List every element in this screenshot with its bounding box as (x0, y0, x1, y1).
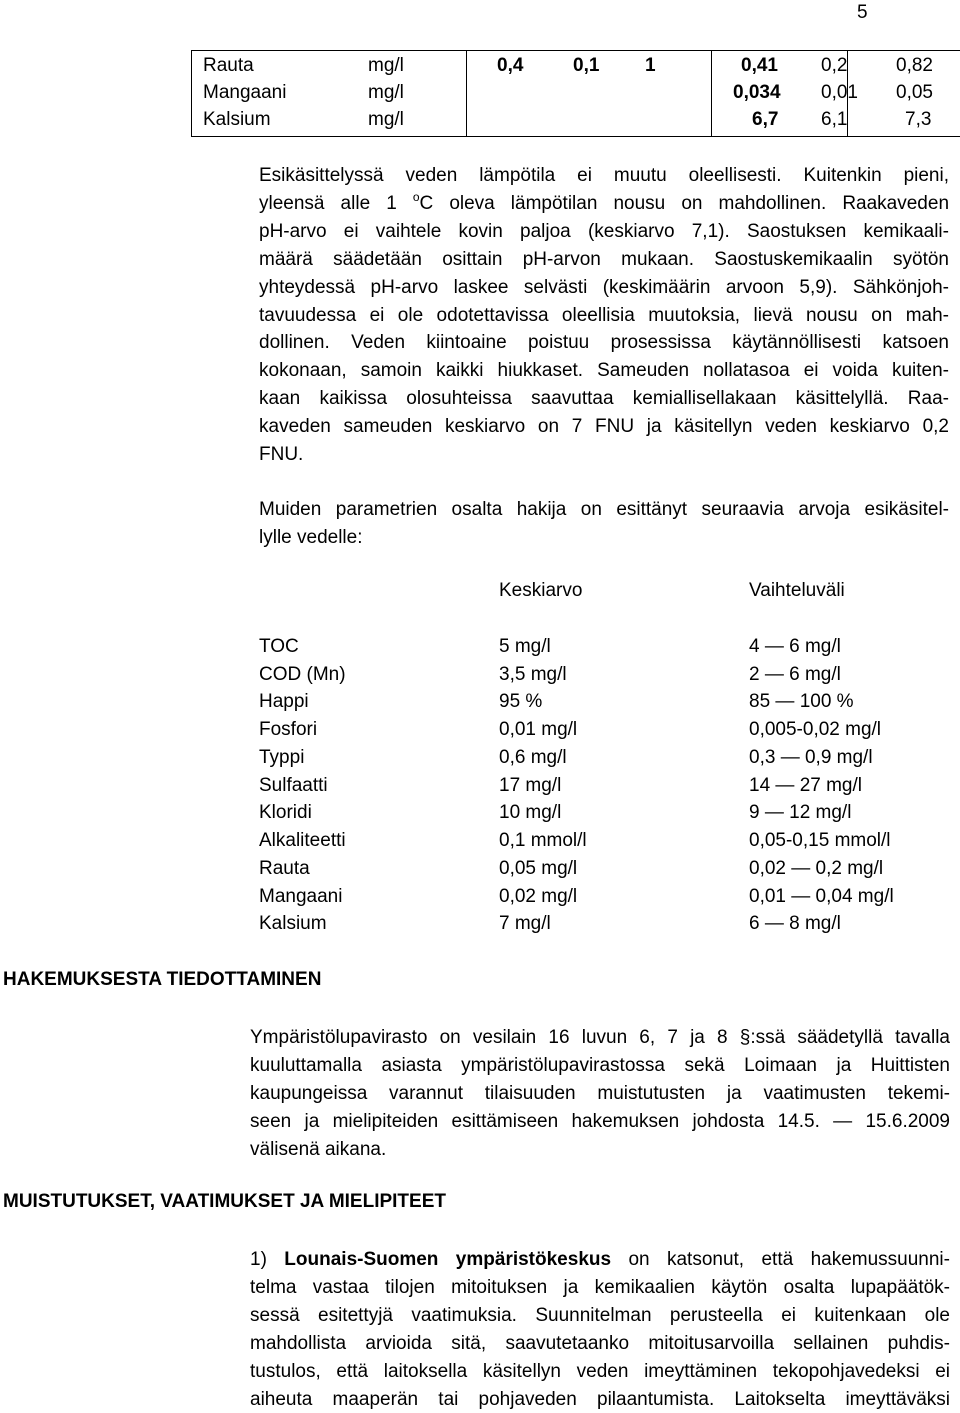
text-line: kuuluttamalla asiasta ympäristölupavirastossa sekä Loimaan ja Huittisten (250, 1054, 950, 1076)
param-name: Fosfori (259, 719, 318, 740)
range-value: 0,005-0,02 mg/l (749, 719, 882, 740)
text-line: kokonaan, samoin kaikki hiukkaset. Sameuden nollatasoa ei voida kuiten- (259, 360, 949, 382)
notification-paragraph (250, 1024, 950, 1164)
range-value: 0,05-0,15 mmol/l (749, 830, 891, 851)
table-row (192, 109, 960, 136)
param-name: Happi (259, 691, 309, 712)
text-line: määrä säädetään osittain pH-arvon mukaan. Saostuskemikaalin syötön (259, 248, 949, 270)
param-name: Mangaani (259, 886, 343, 907)
range-value: 14 — 27 mg/l (749, 775, 862, 796)
section-heading: HAKEMUKSESTA TIEDOTTAMINEN (3, 969, 322, 990)
param-name: Rauta (203, 55, 254, 76)
table-row (259, 691, 899, 718)
text-line: telma vastaa tilojen mitoituksen ja kemikaalien käytön osalta lupapäätök- (250, 1276, 950, 1298)
param-name: Kloridi (259, 802, 312, 823)
text-line: pH-arvo ei vaihtele kovin paljoa (keskiarvo 7,1). Saostuksen kemikaali- (259, 220, 949, 242)
mean-value: 0,41 (741, 55, 778, 76)
param-table-header (259, 580, 899, 607)
range-value: 85 — 100 % (749, 691, 854, 712)
other-parameters-paragraph (259, 496, 949, 552)
table-row (259, 886, 899, 913)
table-row (259, 858, 899, 885)
param-name: Kalsium (259, 913, 327, 934)
page-number: 5 (857, 2, 868, 23)
mean-value: 0,02 mg/l (499, 886, 578, 907)
header-mean: Keskiarvo (499, 580, 583, 601)
param-name: Typpi (259, 747, 305, 768)
mean-value: 95 % (499, 691, 543, 712)
range-value: 9 — 12 mg/l (749, 802, 852, 823)
mean-value: 5 mg/l (499, 636, 551, 657)
min-value: 6,1 (821, 109, 848, 130)
table-row (259, 664, 899, 691)
pretreatment-paragraph (259, 162, 949, 469)
table-row (259, 802, 899, 829)
table-row (259, 913, 899, 940)
text-line: seen ja mielipiteiden esittämiseen hakemuksen johdosta 14.5. — 15.6.2009 (250, 1110, 950, 1132)
table-row (192, 55, 960, 82)
mean-value: 10 mg/l (499, 802, 562, 823)
param-name: TOC (259, 636, 299, 657)
min-value: 0,01 (821, 82, 858, 103)
mean-value: 17 mg/l (499, 775, 562, 796)
mean-value: 7 mg/l (499, 913, 551, 934)
param-name: COD (Mn) (259, 664, 346, 685)
mean-value: 0,1 mmol/l (499, 830, 587, 851)
mean-value: 0,6 mg/l (499, 747, 567, 768)
text-line: yhteydessä pH-arvo laskee selvästi (keskimäärin arvoon 5,9). Sähkönjoh- (259, 276, 949, 298)
table-row (192, 82, 960, 109)
range-value: 2 — 6 mg/l (749, 664, 841, 685)
remarks-paragraph (250, 1246, 950, 1413)
table-row (259, 719, 899, 746)
param-unit: mg/l (368, 55, 404, 76)
text-line: kaan kaikissa olosuhteissa saavuttaa kemiallisellakaan käsittelyllä. Raa- (259, 388, 949, 410)
text-line: Ympäristölupavirasto on vesilain 16 luvun 6, 7 ja 8 §:ssä säädetyllä tavalla (250, 1027, 950, 1048)
param-unit: mg/l (368, 82, 404, 103)
mean-value: 0,034 (733, 82, 781, 103)
table-row (259, 775, 899, 802)
min-value: 0,2 (821, 55, 848, 76)
param-name: Alkaliteetti (259, 830, 346, 851)
param-unit: mg/l (368, 109, 404, 130)
text-line: lylle vedelle: (259, 526, 363, 548)
authority-name: Lounais-Suomen ympäristökeskus (284, 1249, 612, 1270)
text-line: tavuudessa ei ole odotettavissa oleellisia muutoksia, lievä nousu on mah- (259, 304, 949, 326)
text-line: Esikäsittelyssä veden lämpötila ei muutu oleellisesti. Kuitenkin pieni, (259, 165, 949, 186)
param-name: Rauta (259, 858, 310, 879)
mean-value: 3,5 mg/l (499, 664, 567, 685)
text-line: Muiden parametrien osalta hakija on esittänyt seuraavia arvoja esikäsitel- (259, 499, 949, 520)
text-line: aiheuta maaperän tai pohjaveden pilaantumista. Laitokselta imeyttäväksi (250, 1388, 950, 1410)
text-line: kaupungeissa varannut tilaisuuden muistutusten ja vaatimusten tekemi- (250, 1082, 950, 1104)
limit-value: 0,1 (573, 55, 600, 76)
text-line: mahdollista arvioida sitä, saavutetaanko mitoitusarvoilla sellainen puhdis- (250, 1332, 950, 1354)
section-heading: MUISTUTUKSET, VAATIMUKSET JA MIELIPITEET (3, 1191, 446, 1212)
text-line: tustulos, että laitoksella käsitellyn veden imeyttäminen tekopohjavedeksi ei (250, 1360, 950, 1382)
limit-value: 0,4 (497, 55, 524, 76)
table-row (259, 830, 899, 857)
table-row (259, 636, 899, 663)
text-line: dollinen. Veden kiintoaine poistuu prosessissa käytännöllisesti katsoen (259, 332, 949, 354)
limit-value: 1 (645, 55, 656, 76)
param-name: Mangaani (203, 82, 287, 103)
max-value: 7,3 (905, 109, 932, 130)
header-range: Vaihteluväli (749, 580, 845, 601)
max-value: 0,82 (896, 55, 933, 76)
mean-value: 6,7 (752, 109, 779, 130)
range-value: 0,3 — 0,9 mg/l (749, 747, 873, 768)
range-value: 0,02 — 0,2 mg/l (749, 858, 884, 879)
param-name: Kalsium (203, 109, 271, 130)
table-row (259, 747, 899, 774)
text-line: sessä esitettyjä vaatimuksia. Suunnitelman perusteella ei kuitenkaan ole (250, 1304, 950, 1326)
range-value: 4 — 6 mg/l (749, 636, 841, 657)
text-line: välisenä aikana. (250, 1138, 387, 1160)
param-name: Sulfaatti (259, 775, 328, 796)
text-line: yleensä alle 1 $^o$C oleva lämpötilan nousu on mahdollinen. Raakaveden (259, 189, 950, 214)
mean-value: 0,05 mg/l (499, 858, 578, 879)
water-quality-table (191, 50, 960, 137)
text-line: 1) Lounais-Suomen ympäristökeskus on katsonut, että hakemussuunni- (250, 1249, 950, 1270)
text-line: FNU. (259, 444, 304, 466)
range-value: 6 — 8 mg/l (749, 913, 841, 934)
text-line: kaveden sameuden keskiarvo on 7 FNU ja käsitellyn veden keskiarvo 0,2 (259, 416, 949, 438)
max-value: 0,05 (896, 82, 933, 103)
mean-value: 0,01 mg/l (499, 719, 578, 740)
range-value: 0,01 — 0,04 mg/l (749, 886, 894, 907)
